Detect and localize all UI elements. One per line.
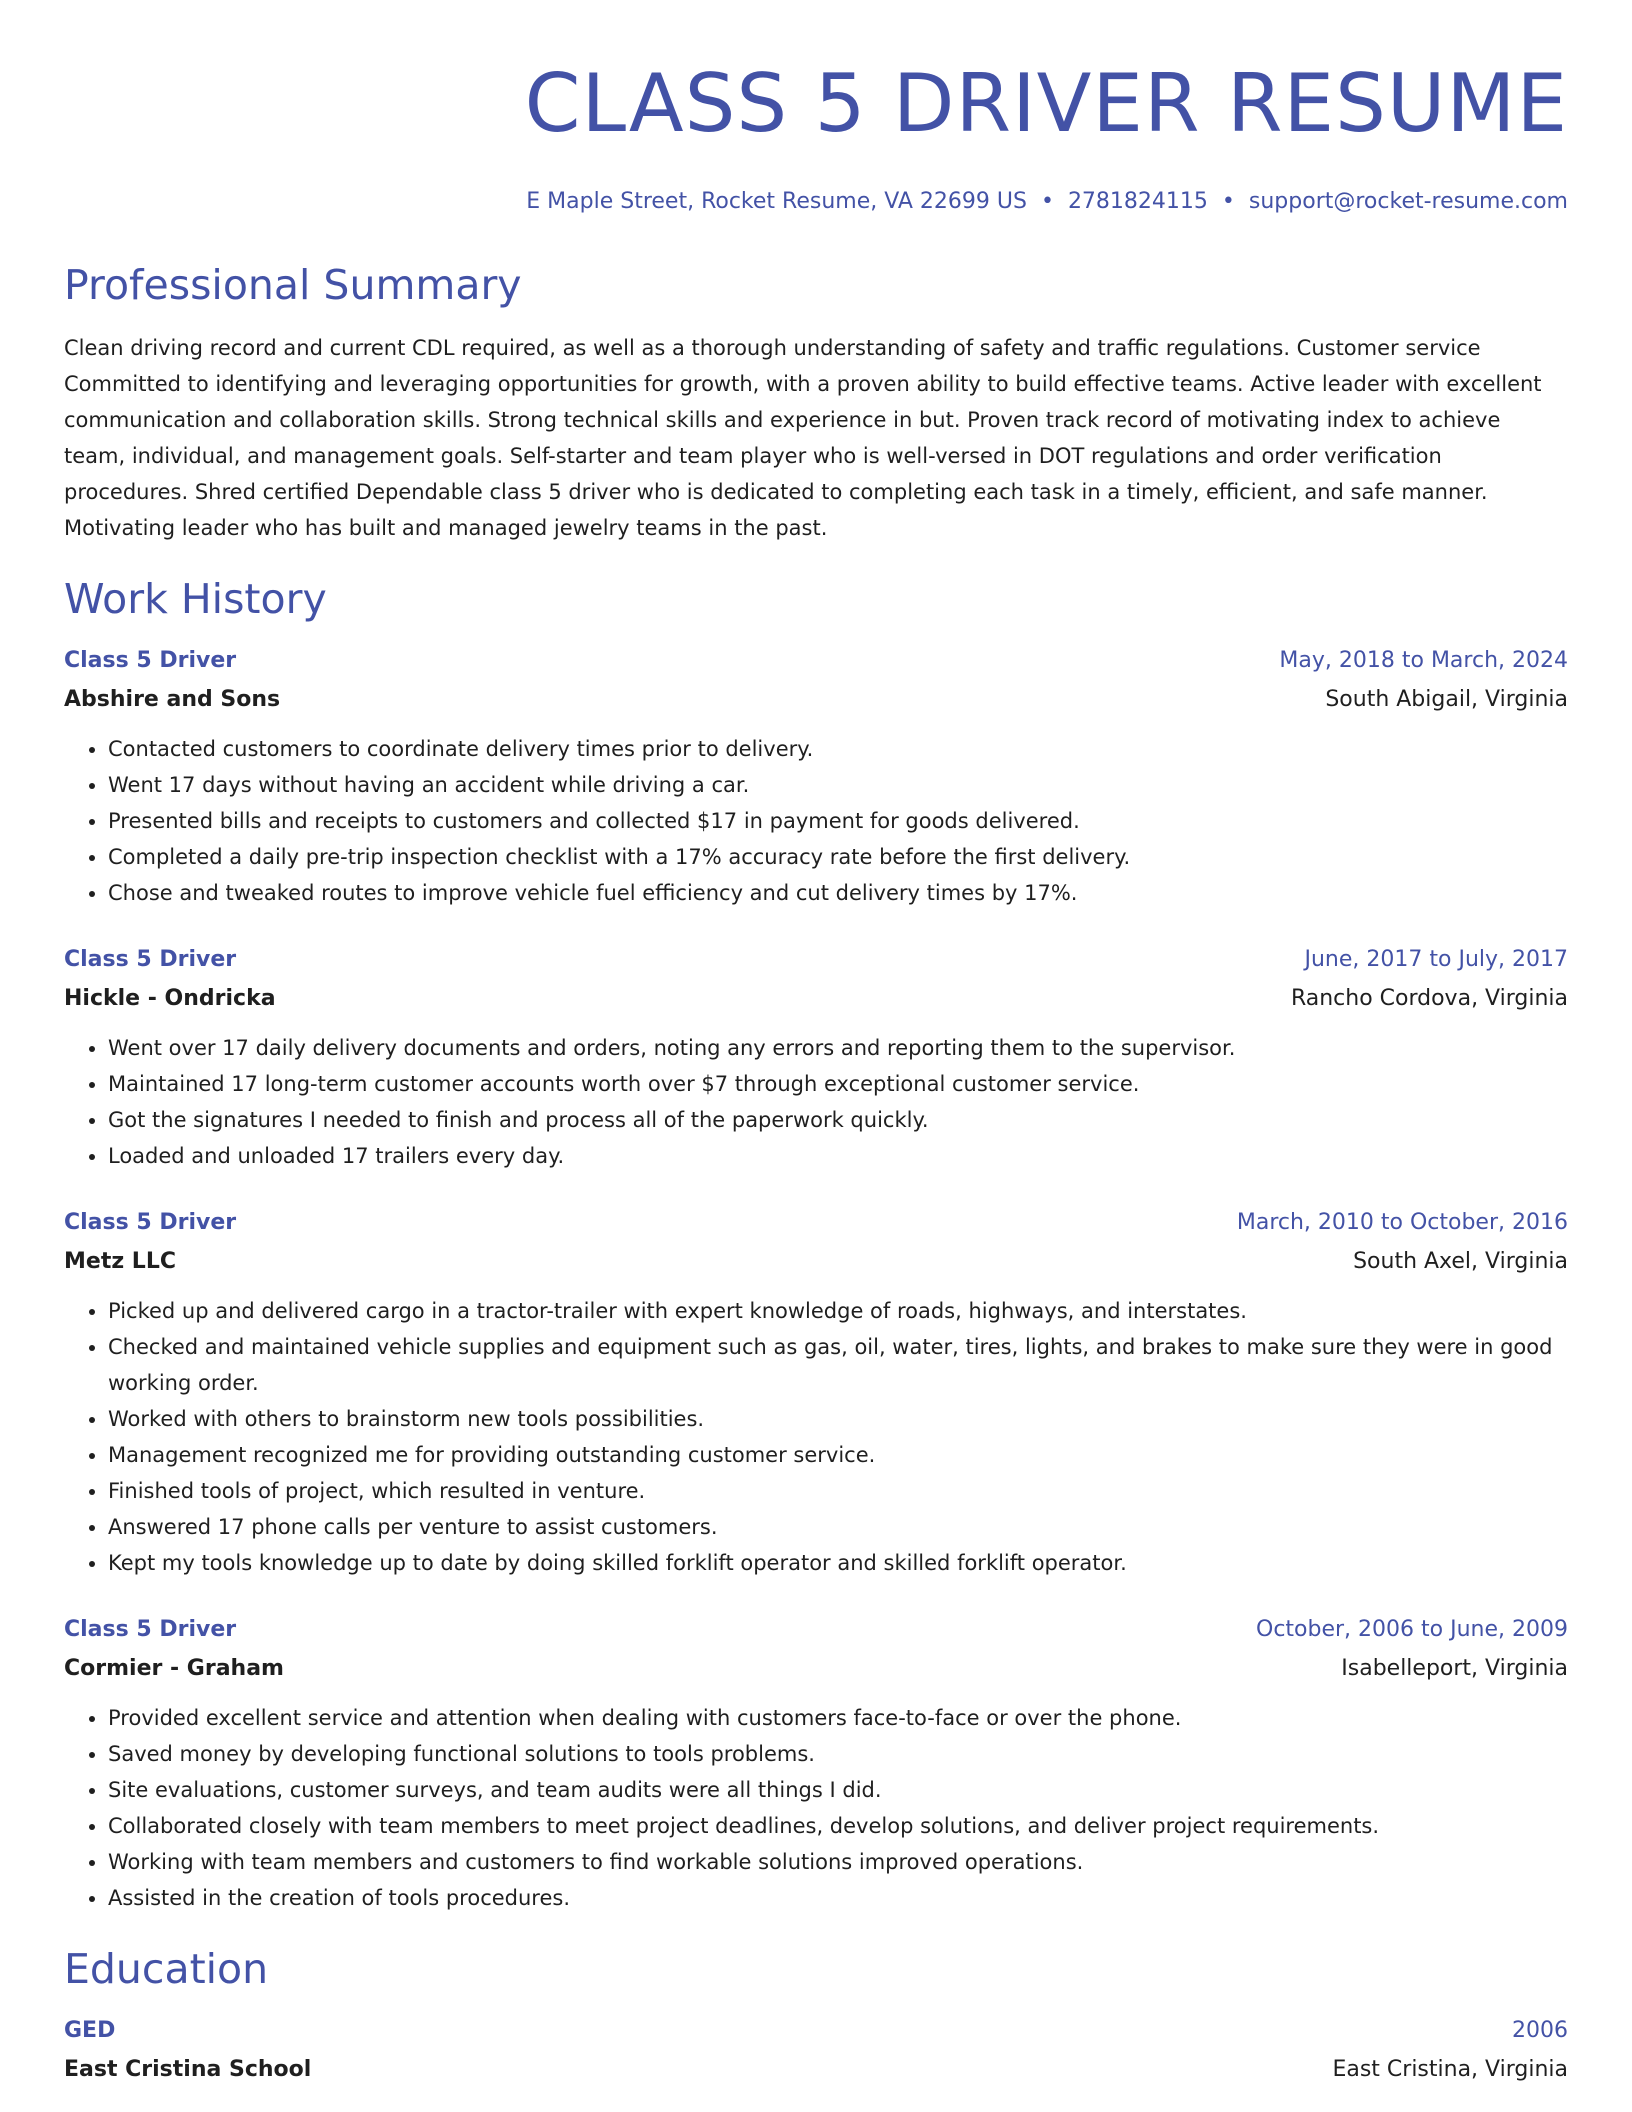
list-item: • Went over 17 daily delivery documents and orders, noting any errors and reporting them to the supervisor. (108, 1030, 1568, 1066)
list-item: • Picked up and delivered cargo in a tractor-trailer with expert knowledge of roads, highways, and interstates. (108, 1293, 1568, 1329)
job-bullets (64, 731, 1568, 911)
job-entry (64, 646, 1568, 911)
job-entry (64, 1208, 1568, 1581)
list-item: • Working with team members and customers to find workable solutions improved operations. (108, 1844, 1568, 1880)
job-bullets (64, 1293, 1568, 1581)
job-title: Class 5 Driver (64, 947, 237, 972)
job-location: South Axel, Virginia (1353, 1249, 1568, 1274)
phone: 2781824115 (1067, 189, 1208, 214)
list-item: • Checked and maintained vehicle supplies and equipment such as gas, oil, water, tires, lights, and brakes to make sure they were in good working order. (108, 1329, 1568, 1401)
address: E Maple Street, Rocket Resume, VA 22699 US (526, 189, 1027, 214)
job-location: South Abigail, Virginia (1325, 687, 1568, 712)
section-title-summary: Professional Summary (64, 261, 522, 309)
resume-title: CLASS 5 DRIVER RESUME (524, 57, 1568, 150)
list-item: • Management recognized me for providing outstanding customer service. (108, 1437, 1568, 1473)
job-location: Rancho Cordova, Virginia (1290, 986, 1568, 1011)
job-dates: May, 2018 to March, 2024 (1279, 648, 1568, 673)
contact-line (64, 188, 1568, 216)
list-item: • Finished tools of project, which resulted in venture. (108, 1473, 1568, 1509)
list-item: • Site evaluations, customer surveys, and team audits were all things I did. (108, 1772, 1568, 1808)
email-link[interactable]: support@rocket-resume.com (1248, 189, 1568, 214)
contact-separator: • (1221, 189, 1235, 214)
summary-text: Clean driving record and current CDL required, as well as a thorough understanding of safety and traffic regulations. Customer service Committed to identifying and leveraging opportunities for growth, with a proven ability to build effective teams. Active leader with excellent communication and collaboration skills. Strong technical skills and experience in but. Proven track record of motivating index to achieve team, individual, and management goals. Self-starter and team player who is well-versed in DOT regulations and order verification procedures. Shred certified Dependable class 5 driver who is dedicated to completing each task in a timely, efficient, and safe manner. Motivating leader who has built and managed jewelry teams in the past. (64, 336, 1542, 540)
job-dates: October, 2006 to June, 2009 (1256, 1617, 1568, 1642)
list-item: • Answered 17 phone calls per venture to assist customers. (108, 1509, 1568, 1545)
list-item: • Worked with others to brainstorm new tools possibilities. (108, 1401, 1568, 1437)
company-name: Abshire and Sons (64, 687, 281, 712)
education-location: East Cristina, Virginia (1332, 2057, 1568, 2082)
list-item: • Maintained 17 long-term customer accounts worth over $7 through exceptional customer service. (108, 1066, 1568, 1102)
education-year: 2006 (1512, 2018, 1568, 2043)
job-dates: March, 2010 to October, 2016 (1236, 1210, 1568, 1235)
company-name: Hickle - Ondricka (64, 986, 276, 1011)
education-entry (64, 2016, 1568, 2085)
job-title: Class 5 Driver (64, 1617, 237, 1642)
list-item: • Provided excellent service and attention when dealing with customers face-to-face or over the phone. (108, 1700, 1568, 1736)
job-entry (64, 1615, 1568, 1916)
job-bullets (64, 1030, 1568, 1174)
contact-separator: • (1040, 189, 1054, 214)
job-bullets (64, 1700, 1568, 1916)
company-name: Metz LLC (64, 1249, 176, 1274)
section-title-work-history: Work History (64, 575, 327, 623)
job-entry (64, 945, 1568, 1174)
education-school: East Cristina School (64, 2057, 312, 2082)
company-name: Cormier - Graham (64, 1656, 284, 1681)
section-title-education: Education (64, 1945, 269, 1993)
list-item: • Presented bills and receipts to customers and collected $17 in payment for goods delivered. (108, 803, 1568, 839)
job-title: Class 5 Driver (64, 648, 237, 673)
list-item: • Assisted in the creation of tools procedures. (108, 1880, 1568, 1916)
job-title: Class 5 Driver (64, 1210, 237, 1235)
list-item: • Kept my tools knowledge up to date by doing skilled forklift operator and skilled forklift operator. (108, 1545, 1568, 1581)
education-degree: GED (64, 2018, 116, 2043)
list-item: • Got the signatures I needed to finish and process all of the paperwork quickly. (108, 1102, 1568, 1138)
job-location: Isabelleport, Virginia (1341, 1656, 1568, 1681)
list-item: • Collaborated closely with team members to meet project deadlines, develop solutions, and deliver project requirements. (108, 1808, 1568, 1844)
job-dates: June, 2017 to July, 2017 (1304, 947, 1568, 972)
list-item: • Went 17 days without having an accident while driving a car. (108, 767, 1568, 803)
list-item: • Loaded and unloaded 17 trailers every day. (108, 1138, 1568, 1174)
list-item: • Contacted customers to coordinate delivery times prior to delivery. (108, 731, 1568, 767)
list-item: • Completed a daily pre-trip inspection checklist with a 17% accuracy rate before the first delivery. (108, 839, 1568, 875)
list-item: • Saved money by developing functional solutions to tools problems. (108, 1736, 1568, 1772)
list-item: • Chose and tweaked routes to improve vehicle fuel efficiency and cut delivery times by 17%. (108, 875, 1568, 911)
